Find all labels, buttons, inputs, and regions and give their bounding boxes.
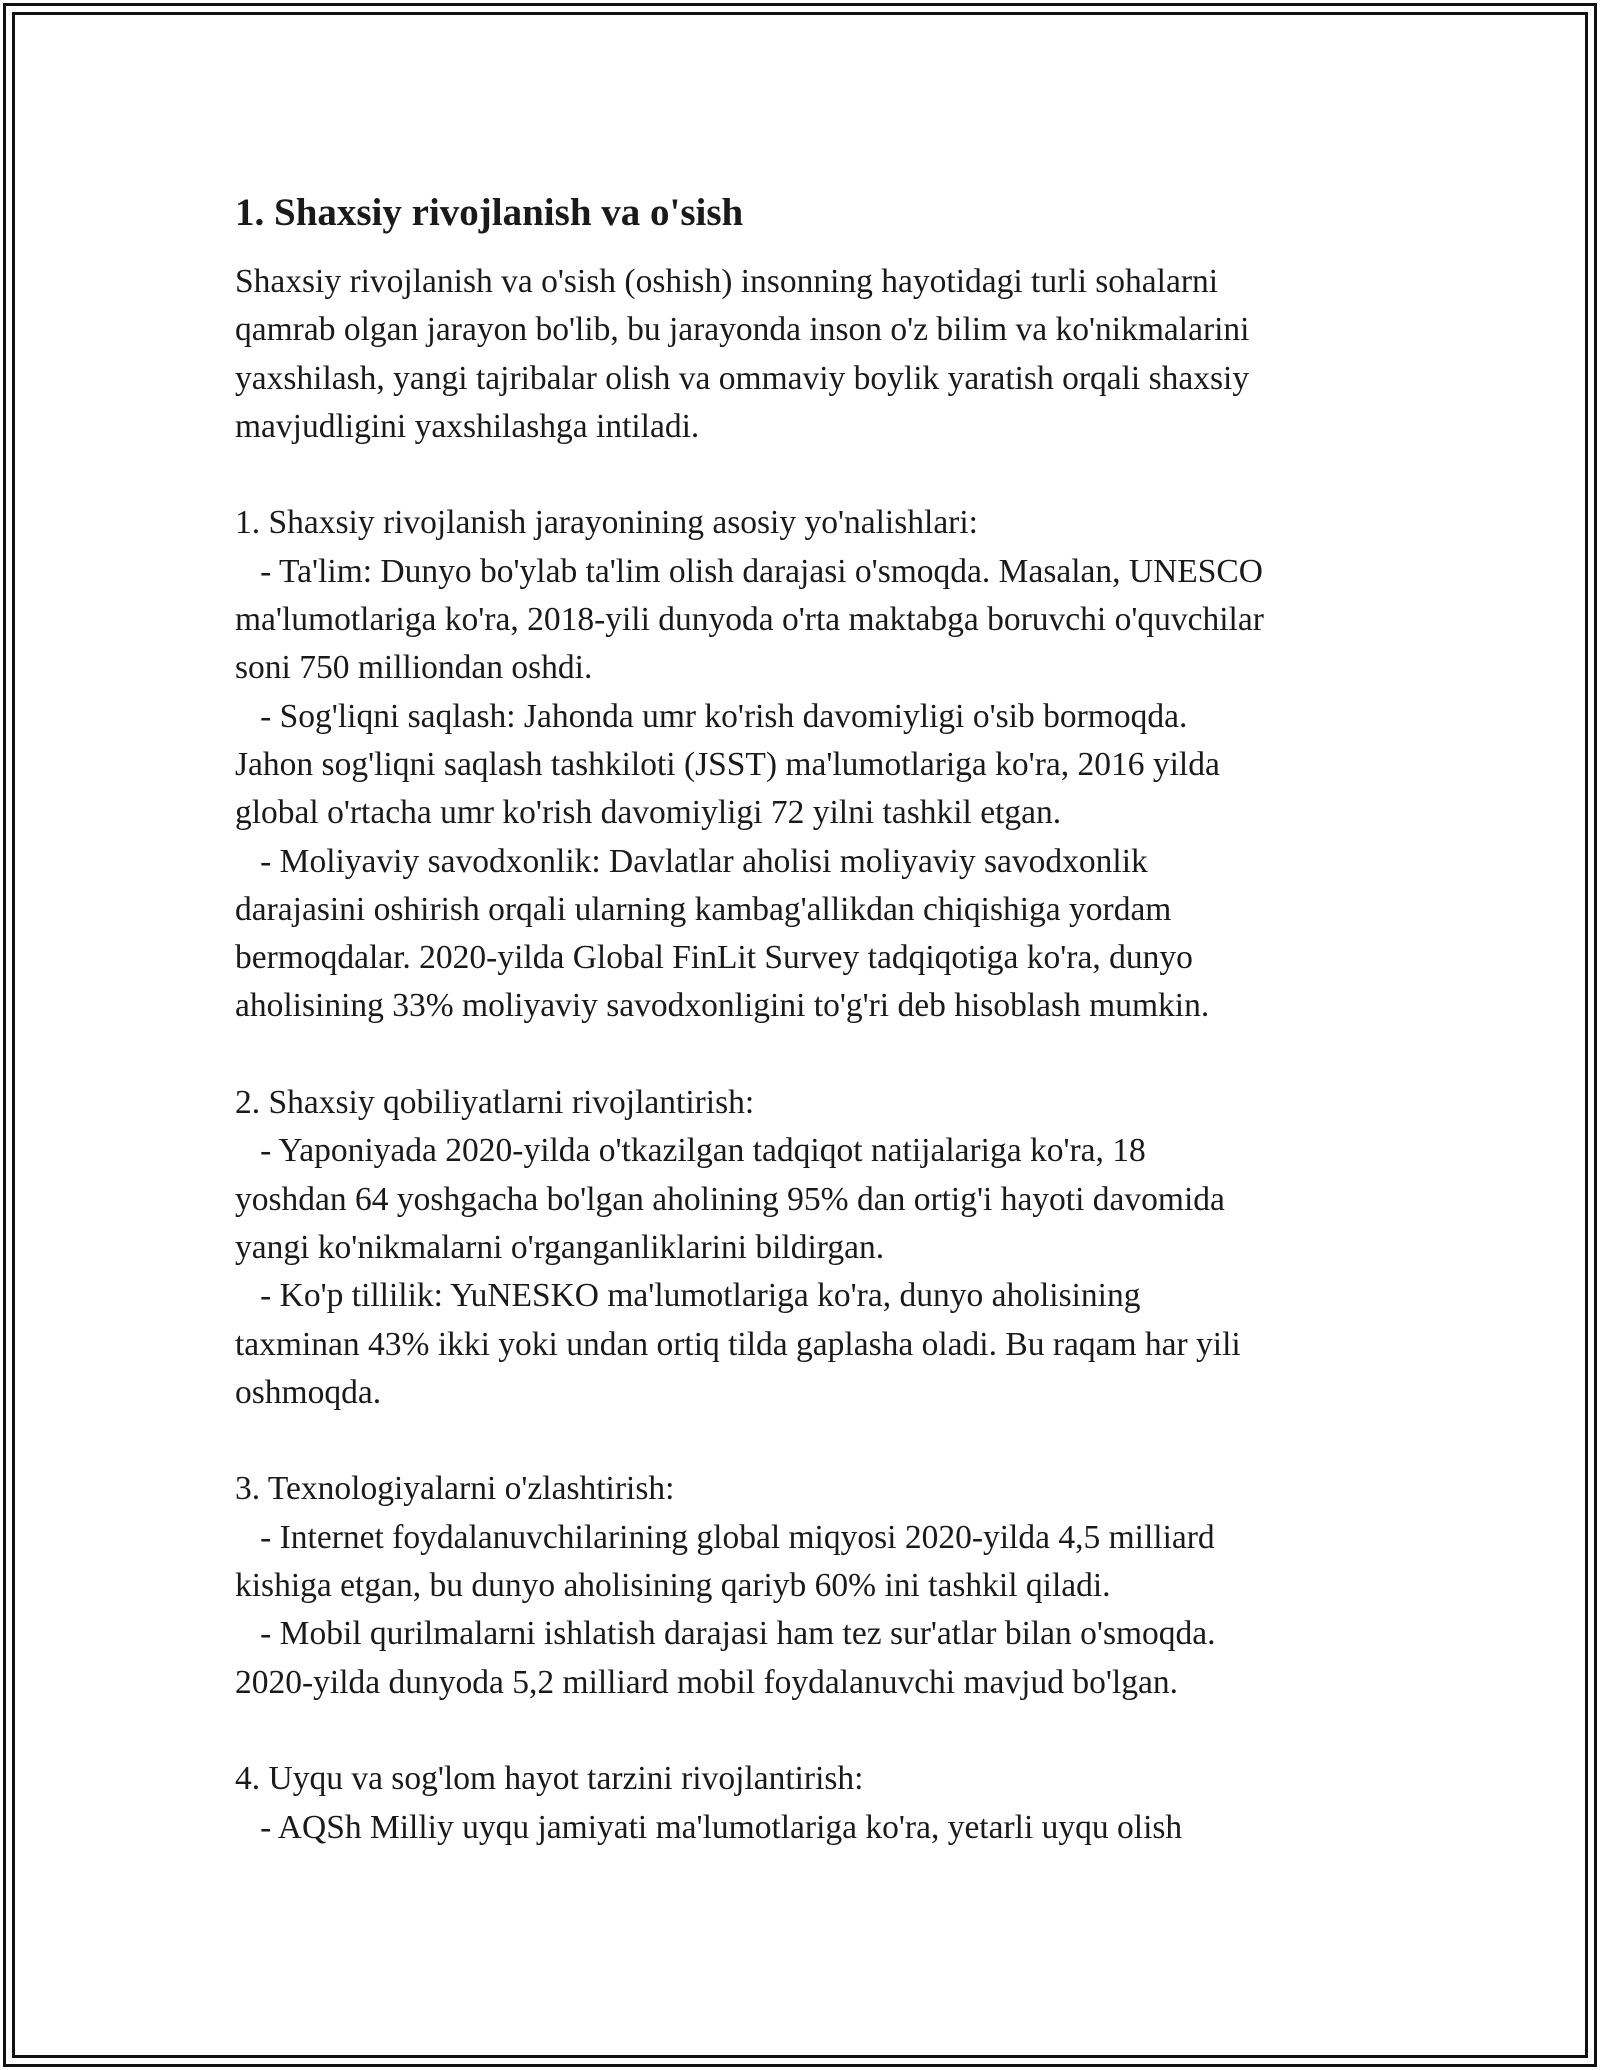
section-line: 2020-yilda dunyoda 5,2 milliard mobil foydalanuvchi mavjud bo'lgan. <box>235 1663 1178 1701</box>
intro-line: qamrab olgan jarayon bo'lib, bu jarayonda inson o'z bilim va ko'nikmalarini <box>235 311 1250 349</box>
paragraph-gap <box>235 1707 1385 1755</box>
section-heading: 2. Shaxsiy qobiliyatlarni rivojlantirish: <box>235 1084 755 1122</box>
section-line: darajasini oshirish orqali ularning kambag'allikdan chiqishiga yordam <box>235 890 1172 928</box>
section-heading: 1. Shaxsiy rivojlanish jarayonining asosiy yo'nalishlari: <box>235 504 978 542</box>
paragraph-gap <box>235 451 1385 499</box>
section-line: soni 750 milliondan oshdi. <box>235 649 593 687</box>
section-heading: 4. Uyqu va sog'lom hayot tarzini rivojlantirish: <box>235 1760 864 1798</box>
section-line: global o'rtacha umr ko'rish davomiyligi 72 yilni tashkil etgan. <box>235 794 1062 832</box>
section-line: - Ta'lim: Dunyo bo'ylab ta'lim olish darajasi o'smoqda. Masalan, UNESCO <box>235 552 1263 590</box>
section-heading: 3. Texnologiyalarni o'zlashtirish: <box>235 1470 675 1508</box>
section-3 <box>235 1465 1385 1706</box>
intro-line: yaxshilash, yangi tajribalar olish va ommaviy boylik yaratish orqali shaxsiy <box>235 359 1250 397</box>
intro-line: Shaxsiy rivojlanish va o'sish (oshish) insonning hayotidagi turli sohalarni <box>235 263 1219 300</box>
section-line: aholisining 33% moliyaviy savodxonligini to'g'ri deb hisoblash mumkin. <box>235 987 1210 1025</box>
paragraph-gap <box>235 1031 1385 1079</box>
section-line: - Yaponiyada 2020-yilda o'tkazilgan tadqiqot natijalariga ko'ra, 18 <box>235 1132 1146 1170</box>
section-line: - Moliyaviy savodxonlik: Davlatlar aholisi moliyaviy savodxonlik <box>235 842 1148 880</box>
section-line: yoshdan 64 yoshgacha bo'lgan aholining 95% dan ortig'i hayoti davomida <box>235 1180 1225 1218</box>
section-line: Jahon sog'liqni saqlash tashkiloti (JSST) ma'lumotlariga ko'ra, 2016 yilda <box>235 745 1220 783</box>
section-line: oshmoqda. <box>235 1373 382 1411</box>
intro-paragraph <box>235 258 1385 451</box>
section-2 <box>235 1079 1385 1417</box>
section-line: ma'lumotlariga ko'ra, 2018-yili dunyoda o'rta maktabga boruvchi o'quvchilar <box>235 601 1264 639</box>
document-title: 1. Shaxsiy rivojlanish va o'sish <box>235 191 744 234</box>
section-line: - Internet foydalanuvchilarining global miqyosi 2020-yilda 4,5 milliard <box>235 1518 1215 1556</box>
section-line: bermoqdalar. 2020-yilda Global FinLit Survey tadqiqotiga ko'ra, dunyo <box>235 939 1193 977</box>
section-line: taxminan 43% ikki yoki undan ortiq tilda gaplasha oladi. Bu raqam har yili <box>235 1325 1241 1363</box>
section-line: - Sog'liqni saqlash: Jahonda umr ko'rish davomiyligi o'sib bormoqda. <box>235 697 1188 735</box>
section-4 <box>235 1755 1385 1852</box>
document-body <box>235 188 1385 1852</box>
paragraph-gap <box>235 1417 1385 1465</box>
section-line: - Ko'p tillilik: YuNESKO ma'lumotlariga ko'ra, dunyo aholisining <box>235 1277 1141 1315</box>
section-line: - AQSh Milliy uyqu jamiyati ma'lumotlariga ko'ra, yetarli uyqu olish <box>235 1808 1183 1846</box>
section-1 <box>235 499 1385 1030</box>
section-line: - Mobil qurilmalarni ishlatish darajasi ham tez sur'atlar bilan o'smoqda. <box>235 1615 1216 1653</box>
section-line: yangi ko'nikmalarni o'rganganliklarini bildirgan. <box>235 1228 885 1266</box>
intro-line: mavjudligini yaxshilashga intiladi. <box>235 407 700 445</box>
section-line: kishiga etgan, bu dunyo aholisining qariyb 60% ini tashkil qiladi. <box>235 1567 1111 1605</box>
